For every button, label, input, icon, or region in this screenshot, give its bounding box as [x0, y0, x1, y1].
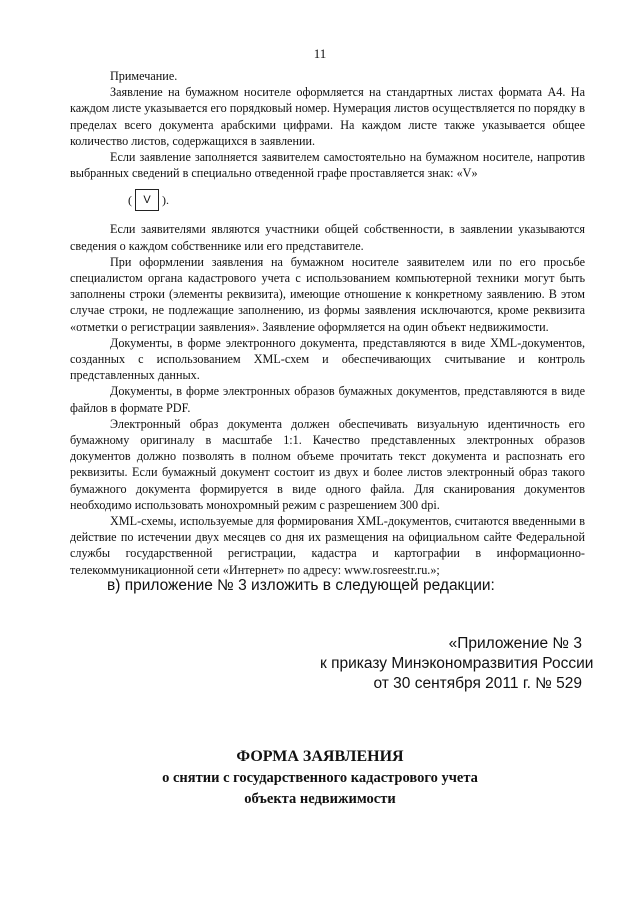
amendment-line: в) приложение № 3 изложить в следующей редакции: — [107, 577, 495, 594]
mark-example — [70, 185, 585, 215]
notes-section — [70, 68, 585, 578]
paragraph-pdf: Документы, в форме электронных образов бумажных документов, представляются в виде файлов в формате PDF. — [70, 384, 585, 415]
paragraph-co-owners: Если заявителями являются участники общей собственности, в заявлении указываются сведения о каждом собственнике или его представителе. — [70, 222, 585, 253]
paragraph-paper-form: При оформлении заявления на бумажном носителе заявителем или по его просьбе специалистом органа кадастрового учета с использованием компьютерной техники могут быть заполнены строки (элементы реквизита), имеющие отношение к конкретному заявлению. В этом случае строки, не подлежащие заполнению, из формы заявления исключаются, кроме реквизита «отметки о регистрации заявления». Заявление оформляется на один объект недвижимости. — [70, 254, 585, 334]
appendix-reference — [320, 634, 594, 694]
form-title — [100, 746, 540, 810]
appendix-line-2: к приказу Минэкономразвития России — [320, 655, 594, 672]
form-title-line-3: объекта недвижимости — [244, 791, 396, 807]
paragraph-xml-docs: Документы, в форме электронного документа, представляются в виде XML-документов, созданных с использованием XML-схем и обеспечивающих считывание и контроль представленных данных. — [70, 335, 585, 383]
mark-open-paren: ( — [128, 193, 132, 208]
paragraph-electronic-image: Электронный образ документа должен обеспечивать визуальную идентичность его бумажному оригиналу в масштабе 1:1. Качество представленных электронных образов документов должно позволять в полном объеме прочитать текст документа и распознать его реквизиты. Если бумажный документ состоит из двух и более листов электронный образ такого бумажного документа формируется в виде одного файла. Для сканирования документов необходимо использовать монохромный режим с разрешением 300 dpi. — [70, 416, 585, 512]
note-heading: Примечание. — [110, 69, 178, 83]
paragraph-xml-schemas: XML-схемы, используемые для формирования XML-документов, считаются введенными в действие по истечении двух месяцев со дня их размещения на официальном сайте Федеральной службы государственной регистрации, кадастра и картографии в информационно-телекоммуникационной сети «Интернет» по адресу: www.rosreestr.ru.»; — [70, 514, 585, 577]
page-number: 11 — [313, 46, 327, 61]
paragraph-mark: Если заявление заполняется заявителем самостоятельно на бумажном носителе, напротив выбранных сведений в специально отведенной графе проставляется знак: «V» — [70, 150, 585, 181]
paragraph-format: Заявление на бумажном носителе оформляется на стандартных листах формата А4. На каждом листе указывается его порядковый номер. Нумерация листов осуществляется по порядку в пределах всего документа арабскими цифрами. На каждом листе также указывается общее количество листов, содержащихся в заявлении. — [70, 85, 585, 148]
mark-close-paren: ). — [162, 193, 169, 208]
checkmark-box: V — [135, 189, 159, 211]
form-title-line-2: о снятии с государственного кадастрового учета — [162, 770, 478, 786]
form-title-line-1: ФОРМА ЗАЯВЛЕНИЯ — [236, 748, 404, 765]
appendix-line-3: от 30 сентября 2011 г. № 529 — [373, 675, 582, 692]
appendix-line-1: «Приложение № 3 — [448, 635, 582, 652]
